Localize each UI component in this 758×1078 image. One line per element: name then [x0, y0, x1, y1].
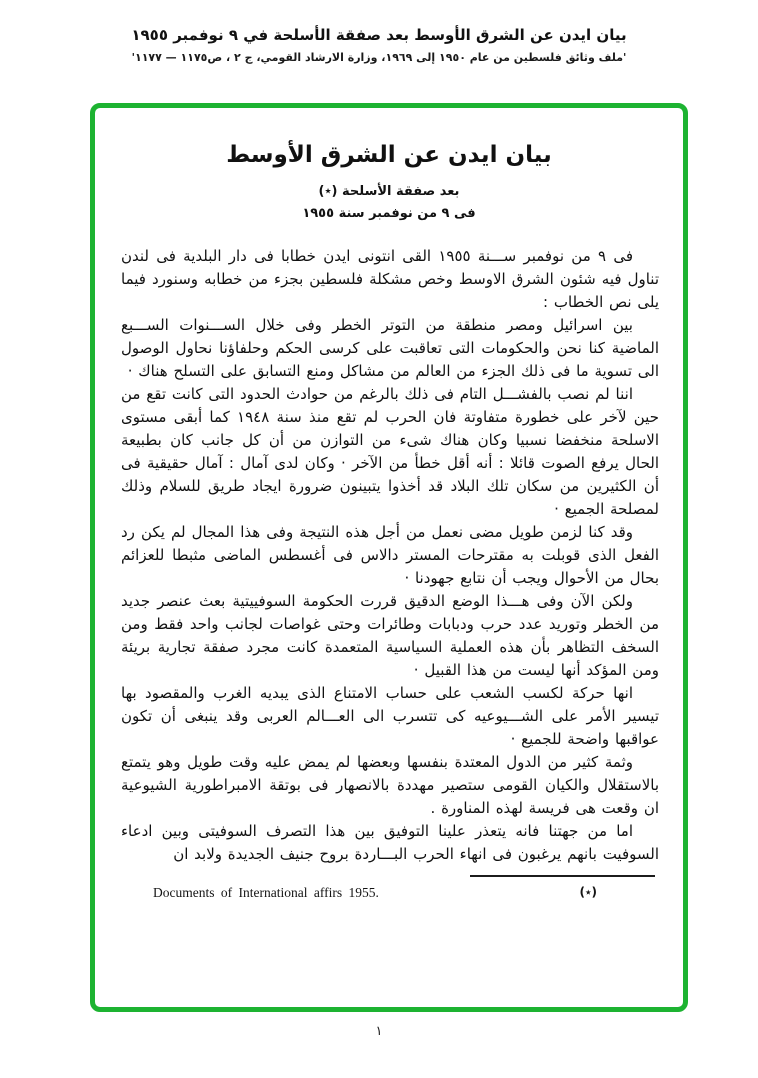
body-paragraph: وثمة كثير من الدول المعتدة بنفسها وبعضها لم يمض عليه وقت طويل وهو يتمتع بالاستقلال والكيان القومى ستصير مهددة بالانصهار فى بوتقة الامبراطورية الشيوعية ان وقعت هى فريسة لهذه المناورة .: [121, 753, 659, 817]
body-paragraph: اما من جهتنا فانه يتعذر علينا التوفيق بين هذا التصرف السوفيتى وبين ادعاء السوفيت بانهم يرغبون فى انهاء الحرب البـــاردة بروح جنيف الجديدة ولابد ان: [121, 822, 659, 863]
body-paragraph: انها حركة لكسب الشعب على حساب الامتناع الذى يبديه الغرب والمقصود بها تيسير الأمر على الشـــيوعيه كى تتسرب الى العـــالم العربى وقد ينبغى أن تكون عواقبها واضحة للجميع ·: [121, 684, 659, 748]
body-paragraph: بين اسرائيل ومصر منطقة من التوتر الخطر وفى خلال الســـنوات الســـبع الماضية كنا نحن والحكومات التى تعاقبت على كرسى الحكم وحلفاؤنا نحاول الوصول الى تسوية ما فى ذلك الجزء من العالم من مشاكل ومنع التسابق على التسلح هناك ·: [121, 316, 659, 380]
document-subtitle-arms-deal: بعد صفقة الأسلحة (٭): [318, 184, 460, 199]
footnote-separator-rule: [470, 875, 655, 877]
document-green-frame: [90, 103, 688, 1012]
page-number: ١: [375, 1024, 383, 1039]
page-header: [0, 26, 758, 64]
document-content: [95, 142, 683, 1041]
document-body: [95, 245, 683, 866]
body-paragraph: فى ٩ من نوفمبر ســـنة ١٩٥٥ القى انتونى ايدن خطابا فى دار البلدية فى لندن تناول فيه شئون الشرق الاوسط وخص مشكلة فلسطين بجزء من خطابه وسنورد فيما يلى نص الخطاب :: [121, 247, 659, 311]
header-title: بيان ايدن عن الشرق الأوسط بعد صفقة الأسلحة في ٩ نوفمبر ١٩٥٥: [131, 26, 627, 44]
document-subtitle-date: فى ٩ من نوفمبر سنة ١٩٥٥: [302, 206, 476, 221]
document-title: بيان ايدن عن الشرق الأوسط: [226, 142, 552, 168]
footnote-row: [95, 885, 683, 901]
footnote-citation: Documents of International affirs 1955.: [153, 885, 379, 900]
header-source-citation: 'ملف وثائق فلسطين من عام ١٩٥٠ إلى ١٩٦٩، وزارة الارشاد القومي، ج ٢ ، ص١١٧٥ — ١١٧٧': [131, 51, 627, 64]
body-paragraph: ولكن الآن وفى هـــذا الوضع الدقيق قررت الحكومة السوفييتية بعث عنصر جديد من الخطر وتوريد عدد حرب ودبابات وطائرات وحتى غواصات لجانب واحد فقط ومن السخف التظاهر بأن هذه العملية السياسية المتعمدة كانت مجرد صفقة تجارية بريئة ومن المؤكد أنها ليست من هذا القبيل ·: [121, 592, 659, 679]
footnote-marker: (٭): [579, 885, 597, 899]
body-paragraph: اننا لم نصب بالفشـــل التام فى ذلك بالرغم من حوادث الحدود التى كانت تقع من حين لآخر على خطورة متفاوتة فان الحرب لم تقع منذ سنة ١٩٤٨ كما أبقى مستوى الاسلحة منخفضا نسبيا وكان هناك شىء من التوازن من أن كل جانب كان بطبيعة الحال يرفع الصوت قائلا : أنه أقل خطأ من الآخر · وكان لدى آمال : آمال حقيقية فى أن الكثيرين من سكان تلك البلاد قد أخذوا يتبينون ضرورة ايجاد طريق للسلام وذلك لمصلحة الجميع ·: [121, 385, 659, 518]
body-paragraph: وقد كنا لزمن طويل مضى نعمل من أجل هذه النتيجة وفى هذا المجال لم يكن رد الفعل الذى قوبلت به مقترحات المستر دالاس فى أغسطس الماضى مثبطا للعزائم بحال من الأحوال ويجب أن نتابع جهودنا ·: [121, 523, 659, 587]
